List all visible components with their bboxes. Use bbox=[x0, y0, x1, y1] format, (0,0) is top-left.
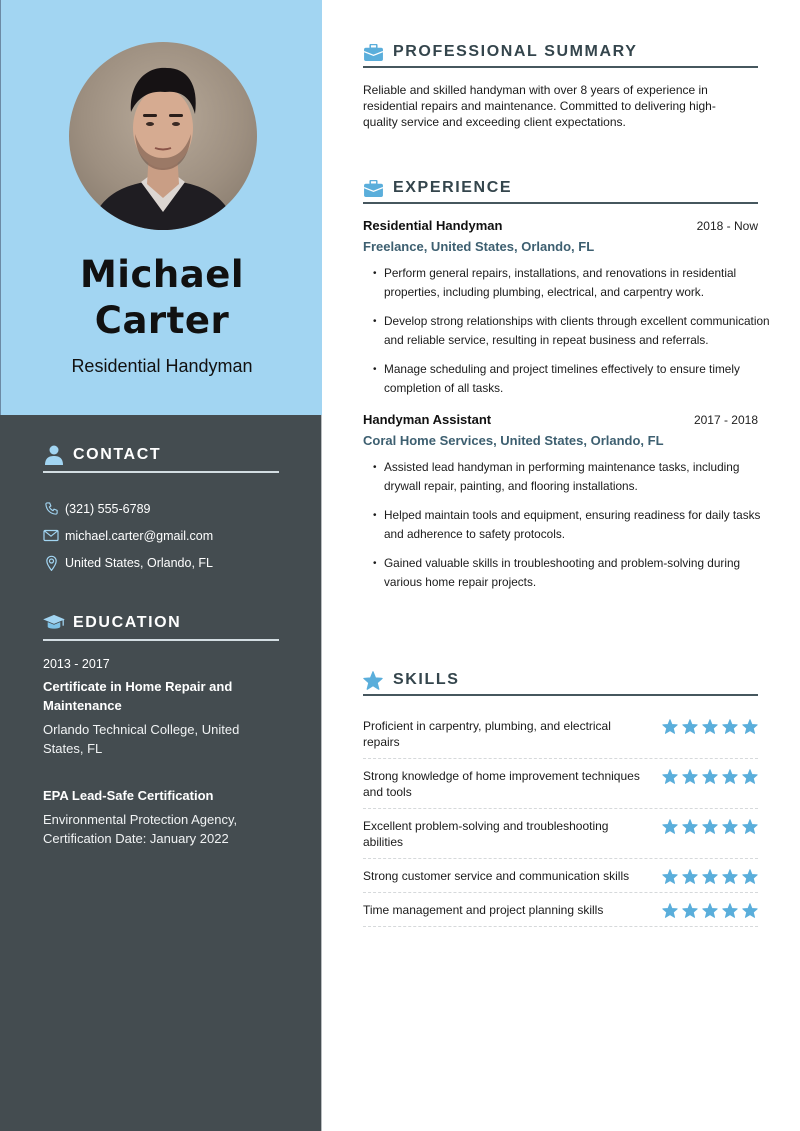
skill-rating bbox=[662, 718, 758, 734]
education-institution: Orlando Technical College, United States, FL bbox=[43, 722, 240, 756]
skill-row bbox=[363, 759, 758, 809]
education-item bbox=[43, 786, 279, 848]
skill-rating bbox=[662, 818, 758, 834]
experience-section bbox=[363, 176, 770, 602]
last-name: Carter bbox=[94, 299, 230, 342]
skill-row bbox=[363, 710, 758, 759]
summary-section bbox=[363, 40, 758, 130]
job-title: Residential Handyman bbox=[363, 218, 503, 233]
contact-phone[interactable] bbox=[43, 495, 279, 522]
star-icon bbox=[682, 819, 698, 834]
experience-heading bbox=[363, 176, 758, 204]
star-icon bbox=[722, 769, 738, 784]
first-name: Michael bbox=[79, 253, 245, 296]
skill-name: Time management and project planning skills bbox=[363, 903, 604, 917]
contact-list bbox=[43, 495, 279, 576]
skill-name: Strong customer service and communication skills bbox=[363, 869, 630, 883]
skill-name: Strong knowledge of home improvement techniques and tools bbox=[363, 769, 640, 799]
contact-location bbox=[43, 549, 279, 576]
star-icon bbox=[702, 819, 718, 834]
star-icon bbox=[702, 769, 718, 784]
education-years: 2013 - 2017 bbox=[43, 657, 110, 671]
job-company: Coral Home Services, United States, Orlando, FL bbox=[363, 433, 664, 448]
location-text: United States, Orlando, FL bbox=[65, 555, 213, 570]
skill-row bbox=[363, 859, 758, 893]
sidebar bbox=[0, 0, 322, 1131]
star-icon bbox=[662, 819, 678, 834]
education-heading bbox=[43, 611, 279, 641]
job-role: Residential Handyman bbox=[71, 356, 253, 376]
star-icon bbox=[682, 903, 698, 918]
avatar bbox=[69, 42, 257, 230]
star-icon bbox=[702, 903, 718, 918]
contact-title: CONTACT bbox=[73, 446, 162, 463]
education-item bbox=[43, 657, 279, 758]
email-text: michael.carter@gmail.com bbox=[65, 528, 214, 543]
star-icon bbox=[662, 769, 678, 784]
job-entry bbox=[363, 412, 761, 592]
star-icon bbox=[363, 670, 383, 690]
job-bullet: • Perform general repairs, installations, and renovations in residential properties, including plumbing, electrical, and carpentry work. bbox=[373, 264, 773, 302]
job-bullets bbox=[363, 264, 773, 398]
star-icon bbox=[702, 719, 718, 734]
contact-heading bbox=[43, 443, 279, 473]
briefcase-icon bbox=[363, 178, 383, 198]
star-icon bbox=[682, 769, 698, 784]
job-bullet: • Manage scheduling and project timelines effectively to ensure timely completion of all tasks. bbox=[373, 360, 773, 398]
skill-name: Proficient in carpentry, plumbing, and electrical repairs bbox=[363, 719, 611, 749]
star-icon bbox=[742, 719, 758, 734]
full-name bbox=[1, 252, 323, 344]
summary-heading bbox=[363, 40, 758, 68]
job-dates: 2018 - Now bbox=[696, 219, 758, 233]
education-institution: Environmental Protection Agency, Certification Date: January 2022 bbox=[43, 812, 238, 846]
star-icon bbox=[742, 903, 758, 918]
education-title: EDUCATION bbox=[73, 614, 182, 631]
job-entry bbox=[363, 218, 770, 398]
job-bullet: • Develop strong relationships with clients through excellent communication and reliable service, resulting in repeat business and referrals. bbox=[373, 312, 773, 350]
education-degree: Certificate in Home Repair and Maintenance bbox=[43, 679, 233, 713]
job-company: Freelance, United States, Orlando, FL bbox=[363, 239, 595, 254]
experience-title: EXPERIENCE bbox=[393, 179, 513, 196]
profile-photo bbox=[69, 42, 257, 230]
star-icon bbox=[662, 903, 678, 918]
skills-list bbox=[363, 710, 758, 927]
star-icon bbox=[742, 769, 758, 784]
job-bullet: • Gained valuable skills in troubleshooting and problem-solving during various home repair projects. bbox=[373, 554, 773, 592]
star-icon bbox=[722, 903, 738, 918]
star-icon bbox=[662, 719, 678, 734]
graduation-cap-icon bbox=[43, 612, 65, 634]
job-bullet: • Assisted lead handyman in performing maintenance tasks, including drywall repair, painting, and flooring installations. bbox=[373, 458, 773, 496]
profile-header bbox=[0, 0, 322, 415]
briefcase-icon bbox=[363, 42, 383, 62]
skill-row bbox=[363, 893, 758, 927]
star-icon bbox=[682, 719, 698, 734]
star-icon bbox=[722, 869, 738, 884]
skill-rating bbox=[662, 902, 758, 918]
skills-section bbox=[363, 668, 758, 927]
phone-icon bbox=[43, 501, 59, 517]
star-icon bbox=[662, 869, 678, 884]
star-icon bbox=[742, 819, 758, 834]
summary-text: Reliable and skilled handyman with over 8 years of experience in residential repairs and maintenance. Committed to delivering high-quality service and exceeding client expectations. bbox=[363, 83, 716, 129]
job-title: Handyman Assistant bbox=[363, 412, 492, 427]
skill-row bbox=[363, 809, 758, 859]
map-pin-icon bbox=[43, 555, 59, 571]
skills-title: SKILLS bbox=[393, 671, 460, 688]
star-icon bbox=[682, 869, 698, 884]
star-icon bbox=[722, 719, 738, 734]
user-icon bbox=[43, 444, 65, 466]
education-degree: EPA Lead-Safe Certification bbox=[43, 788, 214, 803]
skill-rating bbox=[662, 868, 758, 884]
skill-name: Excellent problem-solving and troubleshooting abilities bbox=[363, 819, 609, 849]
education-section bbox=[43, 611, 279, 848]
star-icon bbox=[702, 869, 718, 884]
contact-email[interactable] bbox=[43, 522, 279, 549]
job-bullets bbox=[363, 458, 773, 592]
star-icon bbox=[722, 819, 738, 834]
contact-section bbox=[43, 443, 279, 576]
job-bullet: • Helped maintain tools and equipment, ensuring readiness for daily tasks and adherence to safety protocols. bbox=[373, 506, 773, 544]
job-dates: 2017 - 2018 bbox=[693, 413, 758, 427]
skill-rating bbox=[662, 768, 758, 784]
envelope-icon bbox=[43, 528, 59, 544]
star-icon bbox=[742, 869, 758, 884]
summary-title: PROFESSIONAL SUMMARY bbox=[393, 43, 638, 60]
skills-heading bbox=[363, 668, 758, 696]
phone-text: (321) 555-6789 bbox=[65, 501, 151, 516]
